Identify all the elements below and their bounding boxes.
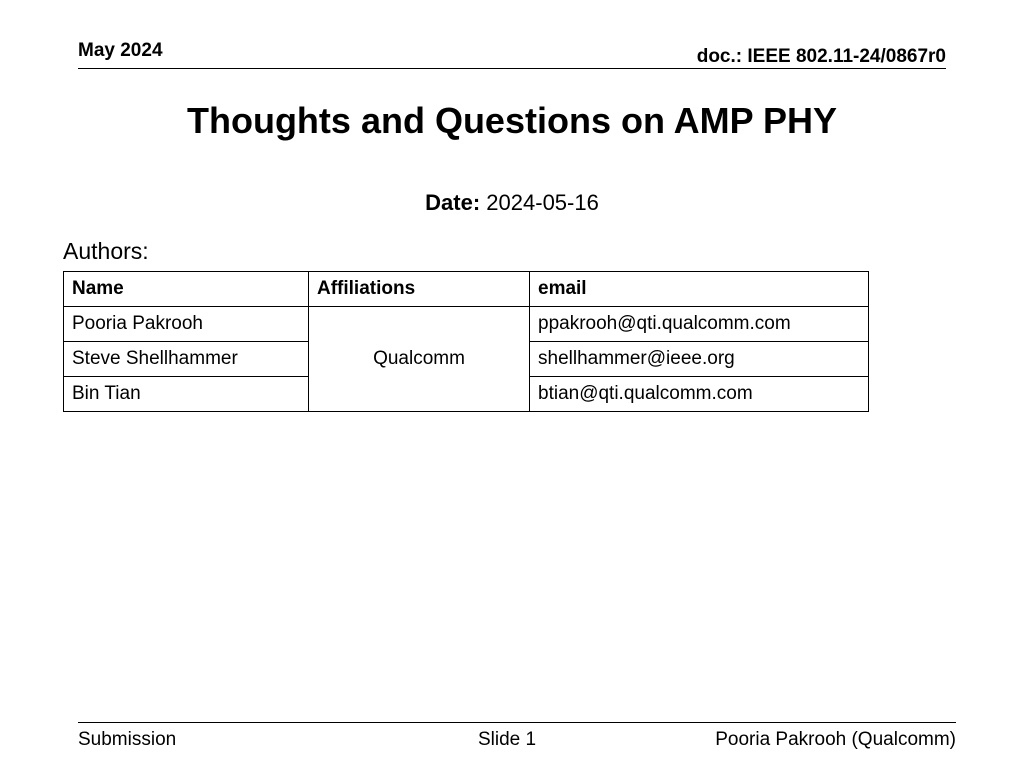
footer-divider <box>78 722 956 723</box>
author-name: Bin Tian <box>64 377 309 412</box>
date-label: Date: <box>425 190 481 215</box>
footer-slide-number: Slide 1 <box>478 729 537 750</box>
table-header-row <box>64 272 869 307</box>
author-email: btian@qti.qualcomm.com <box>530 377 869 412</box>
author-affiliation: Qualcomm <box>309 307 530 412</box>
author-email: ppakrooh@qti.qualcomm.com <box>530 307 869 342</box>
slide-title: Thoughts and Questions on AMP PHY <box>186 100 837 141</box>
author-name: Steve Shellhammer <box>64 342 309 377</box>
date-line <box>0 190 1024 216</box>
header-divider <box>78 68 946 69</box>
header-date: May 2024 <box>78 40 163 61</box>
date-value: 2024-05-16 <box>486 190 599 215</box>
author-name: Pooria Pakrooh <box>64 307 309 342</box>
author-email: shellhammer@ieee.org <box>530 342 869 377</box>
table-row <box>64 307 869 342</box>
column-header-affiliations: Affiliations <box>309 272 530 307</box>
footer-submission: Submission <box>78 729 177 750</box>
footer-author: Pooria Pakrooh (Qualcomm) <box>715 729 956 750</box>
authors-label: Authors: <box>63 238 149 264</box>
authors-table <box>63 271 869 412</box>
column-header-email: email <box>530 272 869 307</box>
header-doc-id: doc.: IEEE 802.11-24/0867r0 <box>696 46 946 67</box>
column-header-name: Name <box>64 272 309 307</box>
